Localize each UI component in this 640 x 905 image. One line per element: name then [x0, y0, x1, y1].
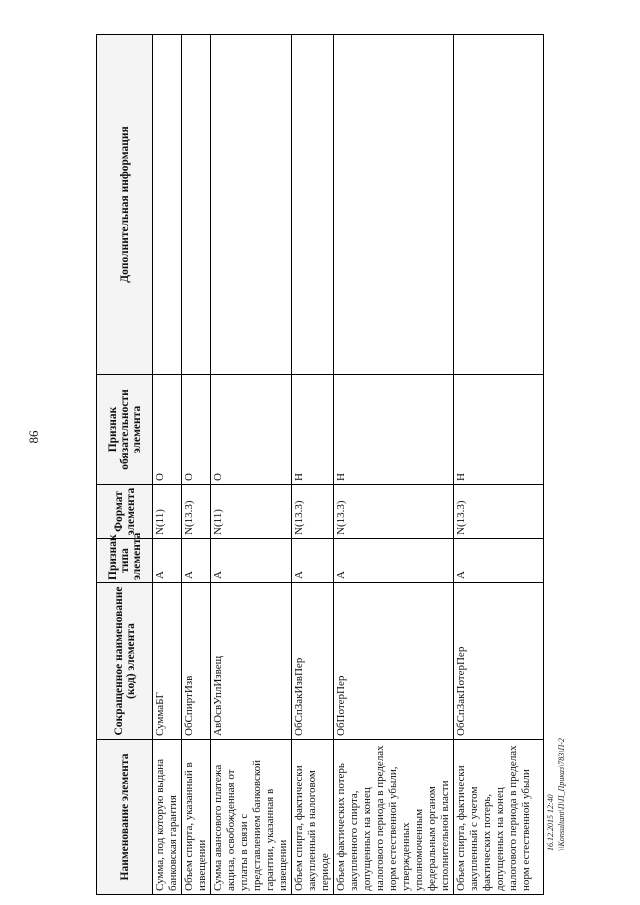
- cell-name: Объем фактических потерь закупленного спирта, допущенных на конец налогового периода в пределах норм естественной убыли, утвержденных уполномоченным федеральным органом исполнительной власти: [334, 740, 454, 895]
- cell-required: О: [211, 375, 292, 485]
- header-name: Наименование элемента: [97, 740, 153, 895]
- cell-format: N(11): [153, 485, 182, 539]
- cell-info: [454, 35, 544, 375]
- cell-info: [211, 35, 292, 375]
- cell-code: ОбСпЗакПотерПер: [454, 583, 544, 740]
- table-row: [334, 35, 454, 895]
- table-row: [454, 35, 544, 895]
- cell-name: Объем спирта, фактически закупленный в налоговом периоде: [292, 740, 334, 895]
- cell-info: [182, 35, 211, 375]
- table-row: [153, 35, 182, 895]
- cell-format: N(13.3): [182, 485, 211, 539]
- header-info: Дополнительная информация: [97, 35, 153, 375]
- cell-code: ОбСпЗакИзвПер: [292, 583, 334, 740]
- cell-required: Н: [292, 375, 334, 485]
- cell-name: Сумма авансового платежа акциза, освобожденная от уплаты в связи с представлением банковской гарантии, указанная в извещении: [211, 740, 292, 895]
- cell-type: А: [292, 539, 334, 583]
- cell-code: ОбСпиртИзв: [182, 583, 211, 740]
- cell-type: А: [211, 539, 292, 583]
- cell-info: [153, 35, 182, 375]
- cell-required: Н: [454, 375, 544, 485]
- cell-name: Сумма, под которую выдана банковская гарантия: [153, 740, 182, 895]
- elements-table: [96, 34, 544, 895]
- cell-format: N(13.3): [292, 485, 334, 539]
- table-row: [292, 35, 334, 895]
- table-header-row: [97, 35, 153, 895]
- page-number: 86: [26, 430, 41, 444]
- cell-type: А: [334, 539, 454, 583]
- table-row: [182, 35, 211, 895]
- cell-info: [334, 35, 454, 375]
- header-code: Сокращенное наименование (код) элемента: [97, 583, 153, 740]
- document-footer: [545, 729, 571, 851]
- cell-type: А: [182, 539, 211, 583]
- cell-required: Н: [334, 375, 454, 485]
- cell-format: N(13.3): [334, 485, 454, 539]
- cell-info: [292, 35, 334, 375]
- cell-format: N(13.3): [454, 485, 544, 539]
- cell-type: А: [153, 539, 182, 583]
- cell-code: ОбПотерПер: [334, 583, 454, 740]
- table-row: [211, 35, 292, 895]
- header-format: Формат элемента: [97, 485, 153, 539]
- header-type: Признак типа элемента: [97, 539, 153, 583]
- cell-type: А: [454, 539, 544, 583]
- footer-file-path: \\Konsultant\П\П_Приказ\783\П-2: [557, 738, 566, 851]
- cell-code: АвОсвУплИзвещ: [211, 583, 292, 740]
- header-required: Признак обязательности элемента: [97, 375, 153, 485]
- footer-timestamp: 16.12.2015 12:40: [546, 794, 555, 851]
- cell-format: N(11): [211, 485, 292, 539]
- cell-code: СуммаБГ: [153, 583, 182, 740]
- elements-table-container: [96, 35, 532, 895]
- cell-required: О: [153, 375, 182, 485]
- cell-name: Объем спирта, указанный в извещении: [182, 740, 211, 895]
- cell-name: Объем спирта, фактически закупленный с учетом фактических потерь, допущенных на конец налогового периода в пределах норм естественной убыли: [454, 740, 544, 895]
- cell-required: О: [182, 375, 211, 485]
